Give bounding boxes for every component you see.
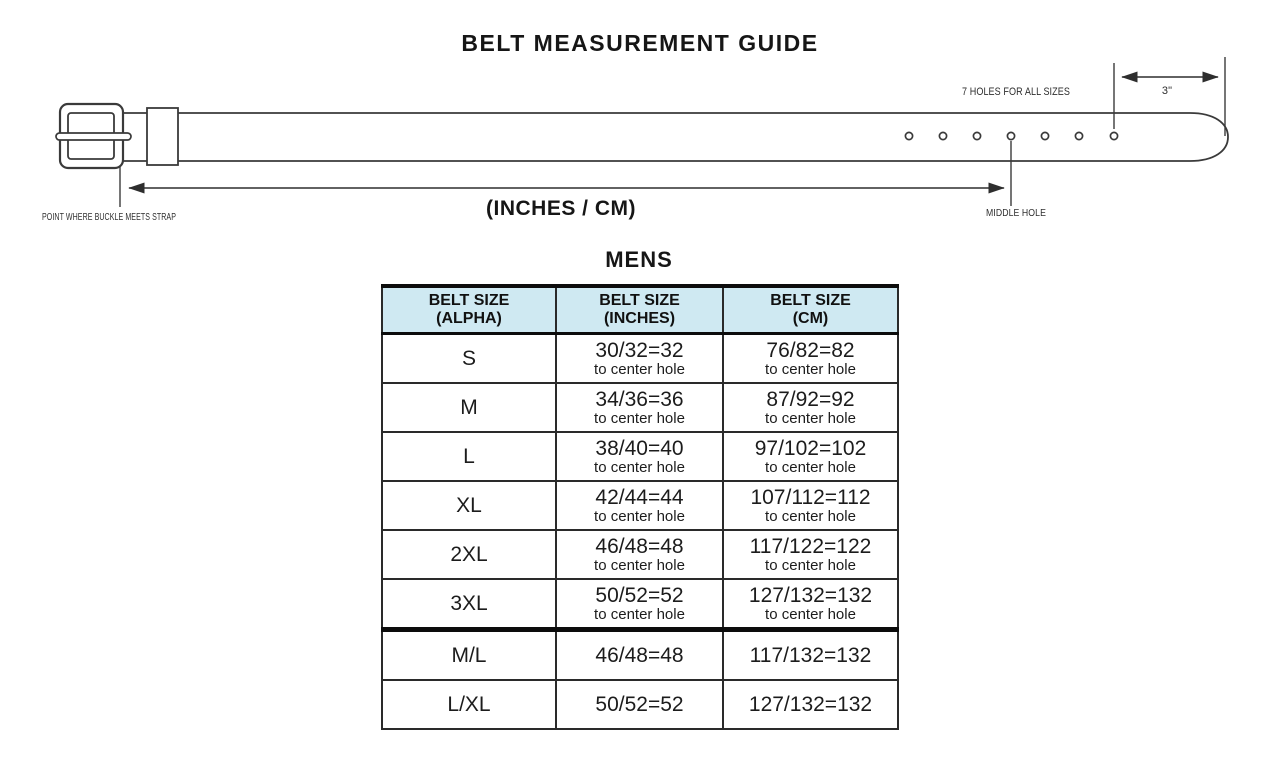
- cell-cm: [723, 530, 898, 579]
- cell-inches: [556, 530, 723, 579]
- holes-note-label: 7 HOLES FOR ALL SIZES: [962, 86, 1070, 98]
- cell-cm: [723, 680, 898, 729]
- section-title-mens: MENS: [605, 247, 673, 272]
- page-title: BELT MEASUREMENT GUIDE: [461, 30, 819, 56]
- cell-inches: [556, 481, 723, 530]
- cell-inches: [556, 630, 723, 681]
- col-header-cm-line2: (CM): [792, 310, 829, 327]
- table-row: [382, 432, 898, 481]
- inches-value: 46/48=48: [595, 534, 684, 558]
- cell-inches: [556, 432, 723, 481]
- cm-note: to center hole: [765, 507, 856, 525]
- col-header-cm: [723, 286, 898, 334]
- alpha-size: XL: [456, 493, 482, 517]
- inches-note: to center hole: [594, 360, 685, 378]
- table-row: [382, 579, 898, 630]
- inches-value: 38/40=40: [595, 436, 684, 460]
- inches-note: to center hole: [594, 605, 685, 623]
- col-header-alpha: [382, 286, 556, 334]
- table-row: [382, 530, 898, 579]
- cell-cm: [723, 579, 898, 630]
- table-row: [382, 383, 898, 432]
- alpha-size: L: [463, 444, 475, 468]
- alpha-size: 2XL: [450, 542, 488, 566]
- cell-cm: [723, 383, 898, 432]
- cm-value: 127/132=132: [748, 583, 873, 607]
- cm-note: to center hole: [765, 556, 856, 574]
- inches-value: 34/36=36: [595, 387, 684, 411]
- inches-note: to center hole: [594, 556, 685, 574]
- tip-dimension-label: 3": [1161, 85, 1173, 97]
- cell-alpha: [382, 630, 556, 681]
- cm-value: 87/92=92: [766, 387, 855, 411]
- cell-alpha: [382, 334, 556, 384]
- col-header-inches-line1: BELT SIZE: [599, 292, 680, 309]
- inches-note: to center hole: [594, 409, 685, 427]
- cell-cm: [723, 630, 898, 681]
- cm-value: 97/102=102: [754, 436, 867, 460]
- alpha-size: M/L: [451, 643, 487, 667]
- table-row: [382, 481, 898, 530]
- inches-note: to center hole: [594, 458, 685, 476]
- cell-inches: [556, 579, 723, 630]
- cm-note: to center hole: [765, 409, 856, 427]
- inches-value: 50/52=52: [595, 583, 684, 607]
- cm-note: to center hole: [765, 605, 856, 623]
- belt-keeper: [147, 108, 178, 165]
- cm-value: 76/82=82: [766, 338, 855, 362]
- alpha-size: S: [461, 346, 476, 370]
- mens-size-table: [381, 284, 899, 730]
- col-header-inches: [556, 286, 723, 334]
- cm-note: to center hole: [765, 360, 856, 378]
- table-row-combo: [382, 680, 898, 729]
- cm-value: 127/132=132: [748, 692, 873, 716]
- cell-cm: [723, 481, 898, 530]
- cell-alpha: [382, 383, 556, 432]
- alpha-size: 3XL: [450, 591, 488, 615]
- cell-alpha: [382, 680, 556, 729]
- inches-value: 42/44=44: [595, 485, 684, 509]
- col-header-alpha-line1: BELT SIZE: [428, 292, 510, 309]
- cell-inches: [556, 680, 723, 729]
- cell-inches: [556, 334, 723, 384]
- inches-note: to center hole: [594, 507, 685, 525]
- col-header-inches-line2: (INCHES): [603, 310, 676, 327]
- alpha-size: L/XL: [447, 692, 491, 716]
- cell-cm: [723, 334, 898, 384]
- buckle-point-label: POINT WHERE BUCKLE MEETS STRAP: [42, 212, 177, 223]
- length-units-label: (INCHES / CM): [486, 197, 636, 220]
- cell-cm: [723, 432, 898, 481]
- cell-inches: [556, 383, 723, 432]
- cell-alpha: [382, 481, 556, 530]
- cell-alpha: [382, 432, 556, 481]
- belt-diagram: [0, 0, 1280, 240]
- cell-alpha: [382, 579, 556, 630]
- middle-hole-label: MIDDLE HOLE: [986, 208, 1047, 219]
- cm-note: to center hole: [765, 458, 856, 476]
- table-row: [382, 334, 898, 384]
- cell-alpha: [382, 530, 556, 579]
- alpha-size: M: [460, 395, 478, 419]
- table-row-combo: [382, 630, 898, 681]
- header-row: [382, 286, 898, 334]
- inches-value: 50/52=52: [595, 692, 684, 716]
- col-header-alpha-line2: (ALPHA): [436, 310, 502, 327]
- cm-value: 117/132=132: [749, 643, 872, 667]
- inches-value: 30/32=32: [595, 338, 684, 362]
- col-header-cm-line1: BELT SIZE: [770, 292, 851, 309]
- cm-value: 107/112=112: [750, 485, 871, 509]
- cm-value: 117/122=122: [749, 534, 872, 558]
- belt-strap: [108, 113, 1228, 161]
- inches-value: 46/48=48: [595, 643, 684, 667]
- buckle-prong: [56, 133, 131, 140]
